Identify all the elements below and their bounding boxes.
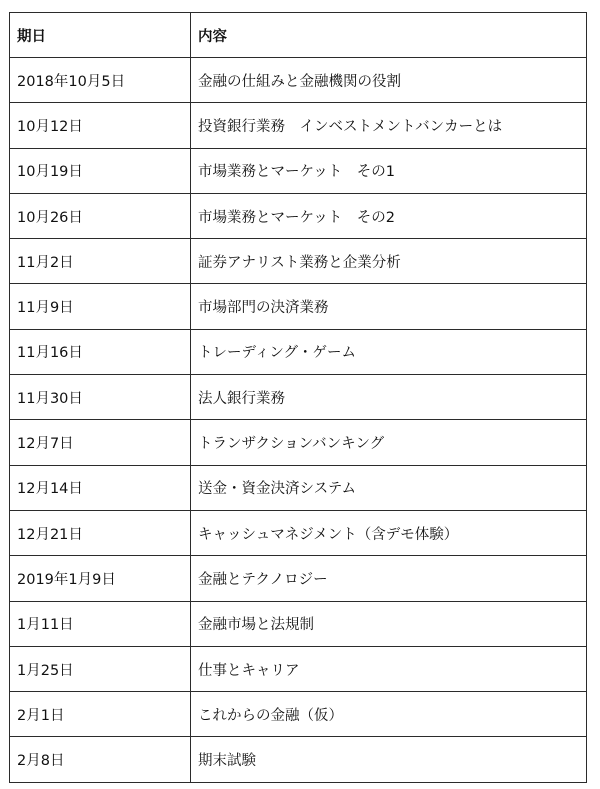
row-date: 11月9日	[10, 284, 191, 329]
table-row	[10, 329, 587, 374]
row-content: トレーディング・ゲーム	[191, 329, 587, 374]
row-date: 11月30日	[10, 375, 191, 420]
row-content: 法人銀行業務	[191, 375, 587, 420]
row-content: 金融の仕組みと金融機関の役割	[191, 58, 587, 103]
row-date: 11月16日	[10, 329, 191, 374]
row-content: 投資銀行業務 インベストメントバンカーとは	[191, 103, 587, 148]
table-row	[10, 148, 587, 193]
table-row	[10, 510, 587, 555]
table-row	[10, 375, 587, 420]
row-date: 2月1日	[10, 692, 191, 737]
row-date: 10月19日	[10, 148, 191, 193]
row-date: 12月7日	[10, 420, 191, 465]
row-content: 仕事とキャリア	[191, 646, 587, 691]
row-content: 送金・資金決済システム	[191, 465, 587, 510]
table-row	[10, 737, 587, 782]
row-content: 金融とテクノロジー	[191, 556, 587, 601]
row-date: 2019年1月9日	[10, 556, 191, 601]
row-content: キャッシュマネジメント（含デモ体験）	[191, 510, 587, 555]
row-content: これからの金融（仮）	[191, 692, 587, 737]
table-row	[10, 420, 587, 465]
table-row	[10, 465, 587, 510]
table-row	[10, 103, 587, 148]
table-row	[10, 284, 587, 329]
header-date: 期日	[10, 13, 191, 58]
table-row	[10, 646, 587, 691]
row-date: 12月21日	[10, 510, 191, 555]
row-content: 市場業務とマーケット その2	[191, 193, 587, 238]
row-date: 10月12日	[10, 103, 191, 148]
row-content: 金融市場と法規制	[191, 601, 587, 646]
table-row	[10, 692, 587, 737]
row-content: 市場業務とマーケット その1	[191, 148, 587, 193]
table-row	[10, 601, 587, 646]
row-content: 市場部門の決済業務	[191, 284, 587, 329]
table-row	[10, 556, 587, 601]
row-content: トランザクションバンキング	[191, 420, 587, 465]
row-date: 11月2日	[10, 239, 191, 284]
row-date: 10月26日	[10, 193, 191, 238]
header-content: 内容	[191, 13, 587, 58]
table-header-row	[10, 13, 587, 58]
row-date: 1月25日	[10, 646, 191, 691]
row-content: 期末試験	[191, 737, 587, 782]
row-date: 12月14日	[10, 465, 191, 510]
table-row	[10, 239, 587, 284]
row-date: 1月11日	[10, 601, 191, 646]
row-content: 証券アナリスト業務と企業分析	[191, 239, 587, 284]
schedule-table	[9, 12, 587, 783]
table-body	[10, 58, 587, 783]
table-row	[10, 193, 587, 238]
table-row	[10, 58, 587, 103]
row-date: 2月8日	[10, 737, 191, 782]
row-date: 2018年10月5日	[10, 58, 191, 103]
